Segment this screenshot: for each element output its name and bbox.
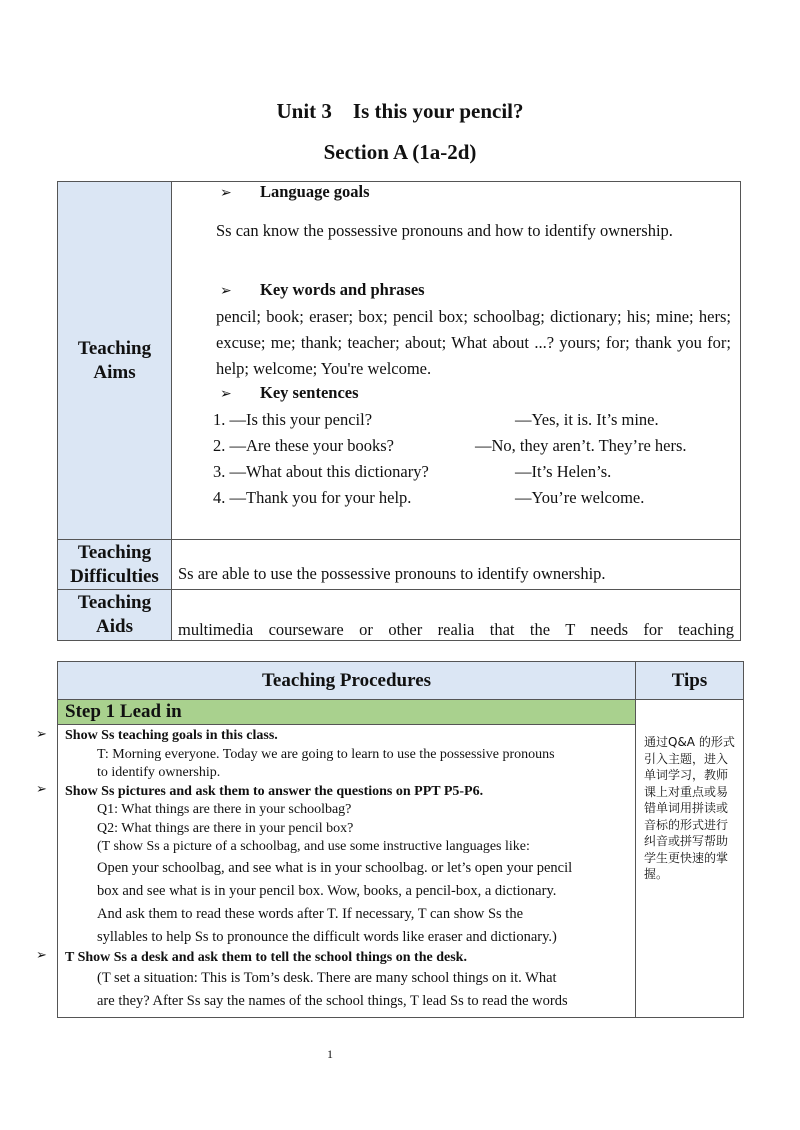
sentence-answer: —It’s Helen’s. [515, 462, 612, 481]
aims-content [172, 182, 741, 540]
procedure-line: syllables to help Ss to pronounce the difficult words like eraser and dictionary.) [97, 928, 557, 945]
procedure-line: Show Ss pictures and ask them to answer the questions on PPT P5-P6. [65, 783, 484, 799]
sentence-question: 1. —Is this your pencil? [213, 410, 373, 429]
aims-label: Teaching Aims [58, 182, 172, 540]
sentence-answer: —No, they aren’t. They’re hers. [475, 436, 687, 455]
page-number: 1 [327, 1047, 333, 1061]
arrow-bullet-icon: ➢ [36, 948, 47, 963]
procedure-line: (T show Ss a picture of a schoolbag, and use some instructive languages like: [97, 839, 530, 854]
difficulties-label: Teaching Difficulties [58, 540, 172, 590]
sentence-answer: —Yes, it is. It’s mine. [515, 410, 659, 429]
tips-header: Tips [636, 662, 744, 700]
procedure-line: Show Ss teaching goals in this class. [65, 728, 278, 743]
key-words-text: pencil; book; eraser; box; pencil box; schoolbag; dictionary; his; mine; hers; excuse; me; thank; teacher; about; What about ...? yours; for; thank you for; help; welcome; You're welcome. [216, 307, 731, 378]
arrow-bullet-icon: ➢ [36, 782, 47, 797]
sentence-question: 3. —What about this dictionary? [213, 462, 429, 481]
procedure-line: to identify ownership. [97, 765, 221, 780]
procedure-line: T: Morning everyone. Today we are going to learn to use the possessive pronouns [97, 746, 555, 762]
procedure-line: Q1: What things are there in your schoolbag? [97, 802, 352, 817]
arrow-bullet-icon: ➢ [220, 283, 232, 299]
procedure-body [58, 725, 636, 1018]
step-title: Step 1 Lead in [58, 700, 636, 725]
sentence-question: 2. —Are these your books? [213, 436, 395, 455]
document-title: Unit 3 Is this your pencil? [276, 99, 524, 123]
procedure-line: (T set a situation: This is Tom’s desk. There are many school things on it. What [97, 970, 557, 986]
language-goals-text: Ss can know the possessive pronouns and how to identify ownership. [216, 221, 673, 240]
procedure-line: Open your schoolbag, and see what is in your schoolbag. or let’s open your pencil [97, 859, 573, 876]
section-title: Section A (1a-2d) [323, 140, 477, 164]
aids-text: multimedia courseware or other realia that the T needs for teaching [172, 590, 741, 641]
tips-text: 通过Q&A 的形式引入主题，进入单词学习，教师课上对重点或易错单词用拼读或音标的形式进行纠音或拼写帮助学生更快速的掌握。 [636, 700, 744, 1018]
key-words-heading: ➢ Key words and phrases [216, 280, 425, 300]
aids-label: Teaching Aids [58, 590, 172, 641]
difficulties-text: Ss are able to use the possessive pronouns to identify ownership. [172, 540, 741, 590]
procedure-line: T Show Ss a desk and ask them to tell the school things on the desk. [65, 949, 467, 965]
sentence-question: 4. —Thank you for your help. [213, 488, 412, 507]
arrow-bullet-icon: ➢ [36, 727, 47, 742]
language-goals-heading: ➢ Language goals [216, 182, 370, 202]
teaching-aims-table [57, 181, 741, 641]
procedure-line: are they? After Ss say the names of the school things, T lead Ss to read the words [97, 993, 568, 1009]
arrow-bullet-icon: ➢ [220, 185, 232, 201]
procedures-header: Teaching Procedures [58, 662, 636, 700]
teaching-procedures-table [57, 661, 744, 1018]
procedure-line: box and see what is in your pencil box. Wow, books, a pencil-box, a dictionary. [97, 882, 557, 899]
procedure-line: And ask them to read these words after T. If necessary, T can show Ss the [97, 905, 524, 922]
procedure-line: Q2: What things are there in your pencil box? [97, 820, 354, 836]
sentence-answer: —You’re welcome. [515, 488, 645, 507]
arrow-bullet-icon: ➢ [220, 386, 232, 402]
key-sentences-heading: ➢ Key sentences [216, 383, 359, 403]
